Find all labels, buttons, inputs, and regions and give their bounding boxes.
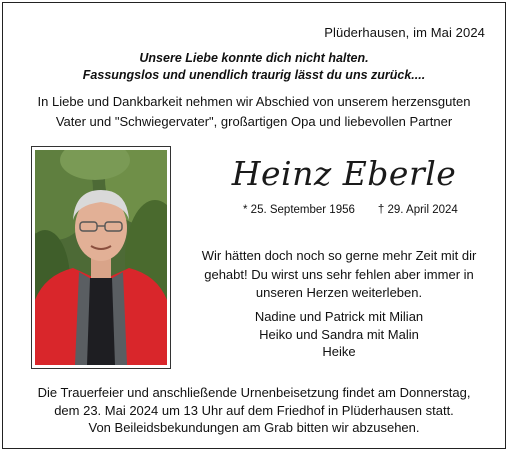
quote-line: Unsere Liebe konnte dich nicht halten. [139, 51, 369, 65]
intro-line: In Liebe und Dankbarkeit nehmen wir Abschied von unserem herzensguten [37, 94, 471, 109]
quote-line: Fassungslos und unendlich traurig lässt du uns zurück.... [82, 68, 426, 82]
family-line: Nadine und Patrick mit Milian [254, 309, 424, 324]
message-line: unseren Herzen weiterleben. [255, 285, 423, 300]
family-line: Heiko und Sandra mit Malin [259, 326, 419, 342]
intro-text [3, 92, 505, 132]
portrait-photo [31, 146, 171, 369]
family-line: Heike [322, 344, 356, 359]
death-date: † 29. April 2024 [377, 204, 458, 216]
obituary-card [2, 2, 506, 449]
life-dates [243, 204, 458, 216]
message-line: Wir hätten doch noch so gerne mehr Zeit mit dir [201, 248, 477, 263]
portrait-image [35, 150, 167, 365]
funeral-info-line: dem 23. Mai 2024 um 13 Uhr auf dem Friedhof in Plüderhausen statt. [54, 402, 454, 418]
funeral-info-line: Die Trauerfeier und anschließende Urnenbeisetzung findet am Donnerstag, [37, 385, 471, 400]
family-members [183, 308, 495, 361]
birth-date: * 25. September 1956 [243, 204, 355, 216]
deceased-name: Heinz Eberle [231, 154, 457, 193]
intro-line: Vater und "Schwiegervater", großartigen Opa und liebevollen Partner [55, 114, 453, 129]
message-line: gehabt! Du wirst uns sehr fehlen aber immer in [204, 266, 474, 282]
funeral-info [3, 384, 505, 437]
place-date: Plüderhausen, im Mai 2024 [324, 25, 485, 40]
farewell-message [183, 247, 495, 303]
quote [3, 50, 505, 84]
funeral-info-line: Von Beileidsbekundungen am Grab bitten wir abzusehen. [88, 420, 420, 435]
